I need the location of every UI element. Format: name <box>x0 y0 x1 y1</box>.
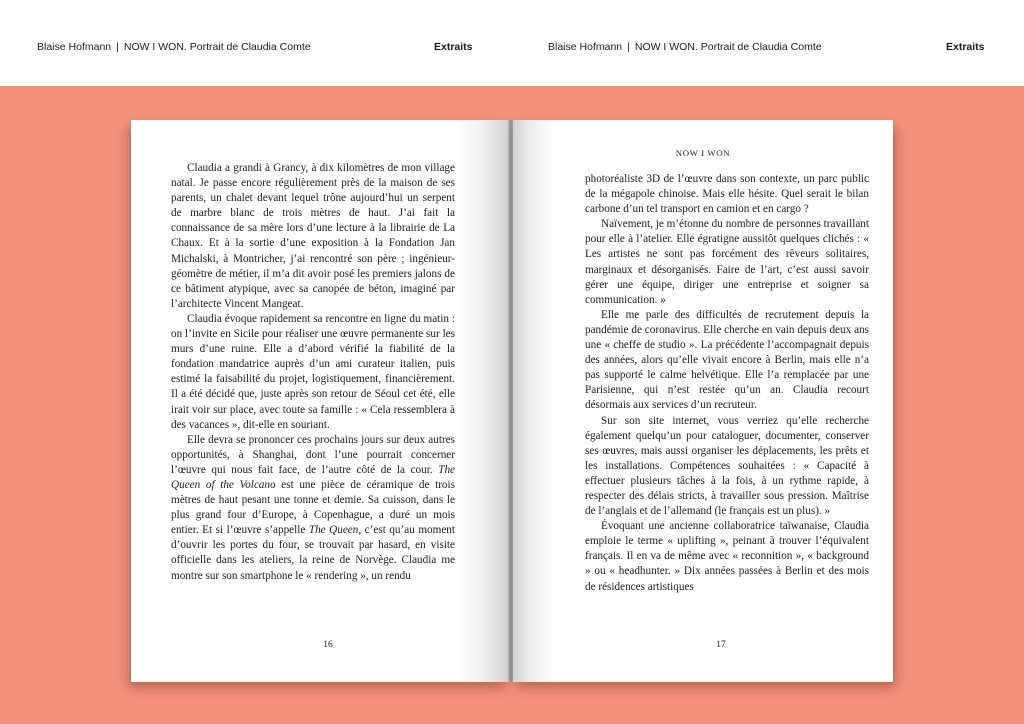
right-paragraph-1: photoréaliste 3D de l’œuvre dans son contexte, un parc public de la mégapole chinoise. Mais elle hésite. Quel serait le bilan carbone d’un tel transport en camion et en cargo ? <box>585 173 869 216</box>
header-right-title: NOW I WON. Portrait de Claudia Comte <box>634 41 822 53</box>
header-right-author: Blaise Hofmann <box>548 41 623 53</box>
left-paragraph-2: Claudia évoque rapidement sa rencontre en ligne du matin : on l’invite en Sicile pour réaliser une œuvre permanente sur les murs d’une ruine. Elle a d’abord vérifié la fiabilité de la fondation mandatrice auprès d’un ami curateur italien, puis estimé la faisabilité du projet, logistiquement, financièrement. Il a été décidé que, juste après son retour de Séoul cet été, elle irait voir sur place, avec toute sa famille : « Cela ressemblera à des vacances », dit-elle en souriant. <box>171 312 455 431</box>
right-paragraph-2: Naïvement, je m’étonne du nombre de personnes travaillant pour elle à l’atelier. Elle égratigne aussitôt quelques clichés : « Les artistes ne sont pas forcément des rêveurs solitaires, marginaux et désorganisés. Faire de l’art, c’est aussi savoir gérer une équipe, diriger une entreprise et soigner sa communication. » <box>585 218 869 306</box>
left-page-number: 16 <box>323 640 333 650</box>
right-paragraph-3: Elle me parle des difficultés de recrutement depuis la pandémie de coronavirus. Elle cherche en vain depuis deux ans une « cheffe de studio ». La précédente l’accompagnait depuis des années, alors qu’elle vivait encore à Berlin, mais elle n’a pas supporté le calme helvétique. Elle l’a remplacée par une Parisienne, qui n’est restée qu’un an. Claudia recourt désormais aux services d’un recruteur. <box>585 308 869 412</box>
left-page-text <box>171 161 455 584</box>
left-paragraph-1: Claudia a grandi à Grancy, à dix kilomètres de mon village natal. Je passe encore régulièrement près de la maison de ses parents, un chalet devant lequel trône aujourd’hui un serpent de marbre blanc de trois mètres de haut. J’ai fait la connaissance de sa mère lors d’une lecture à la librairie de La Chaux. Et à la sortie d’une exposition à la Fondation Jan Michalski, à Montricher, j’ai rencontré son père ; ingénieur-géomètre de métier, il m’a dit avoir posé les premiers jalons de ce bâtiment atypique, avec sa canopée de béton, imaginé par l’architecte Vincent Mangeat. <box>171 162 455 310</box>
right-paragraph-4: Sur son site internet, vous verriez qu’elle recherche également quelqu’un pour cataloguer, documenter, conserver ses œuvres, mais aussi organiser les déplacements, les prêts et les installations. Compétences souhaitées : « Capacité à effectuer plusieurs tâches à la fois, à un rythme rapide, à respecter des délais stricts, à travailler sous pression. Maîtrise de l’anglais et de l’allemand (le français est un plus). » <box>585 414 869 518</box>
header-right-section: Extraits <box>946 41 985 53</box>
artwork-title-the-queen: The Queen <box>308 524 359 537</box>
header-right-caption <box>548 41 822 53</box>
running-head: NOW I WON <box>675 148 731 158</box>
header-left-author: Blaise Hofmann <box>37 41 112 53</box>
header-left-section: Extraits <box>434 41 473 53</box>
header-left-title: NOW I WON. Portrait de Claudia Comte <box>123 41 311 53</box>
left-paragraph-3-part-a: Elle devra se prononcer ces prochains jours sur deux autres opportunités, à Shanghai, dont l’une pourrait concerner l’œuvre qui nous fait face, de l’autre côté de la cour. <box>171 433 455 476</box>
left-paragraph-3-part-b: est une pièce de céramique de trois mètres de haut pesant une tonne et demie. Sa cuisson, dans le plus grand four d’Europe, à Copenhague, a duré un mois entier. Et si l’œuvre s’appelle <box>171 478 455 537</box>
left-paragraph-3-part-c: , c’est qu’au moment d’ouvrir les portes du four, se trouvait par hasard, en visite officielle dans les ateliers, la reine de Norvège. Claudia me montre sur son smartphone le « rendering », un rendu <box>171 524 455 582</box>
header-left-caption <box>37 41 311 53</box>
book-page-left <box>131 120 509 682</box>
right-page-number: 17 <box>716 640 726 650</box>
artwork-title-queen-of-the-volcano: The Queen of the Volcano <box>171 463 455 491</box>
header-right-separator: | <box>627 41 630 53</box>
left-paragraph-3 <box>171 433 455 584</box>
book-page-right <box>513 120 893 682</box>
right-paragraph-5: Évoquant une ancienne collaboratrice taïwanaise, Claudia emploie le terme « uplifting », peinant à trouver l’équivalent français. Il en va de même avec « reconnition », « background » ou « headhunter. » Dix années passées à Berlin et des mois de résidences artistiques <box>585 520 869 593</box>
header-left-separator: | <box>116 41 119 53</box>
right-page-text <box>585 172 869 595</box>
page-header <box>0 0 1024 86</box>
